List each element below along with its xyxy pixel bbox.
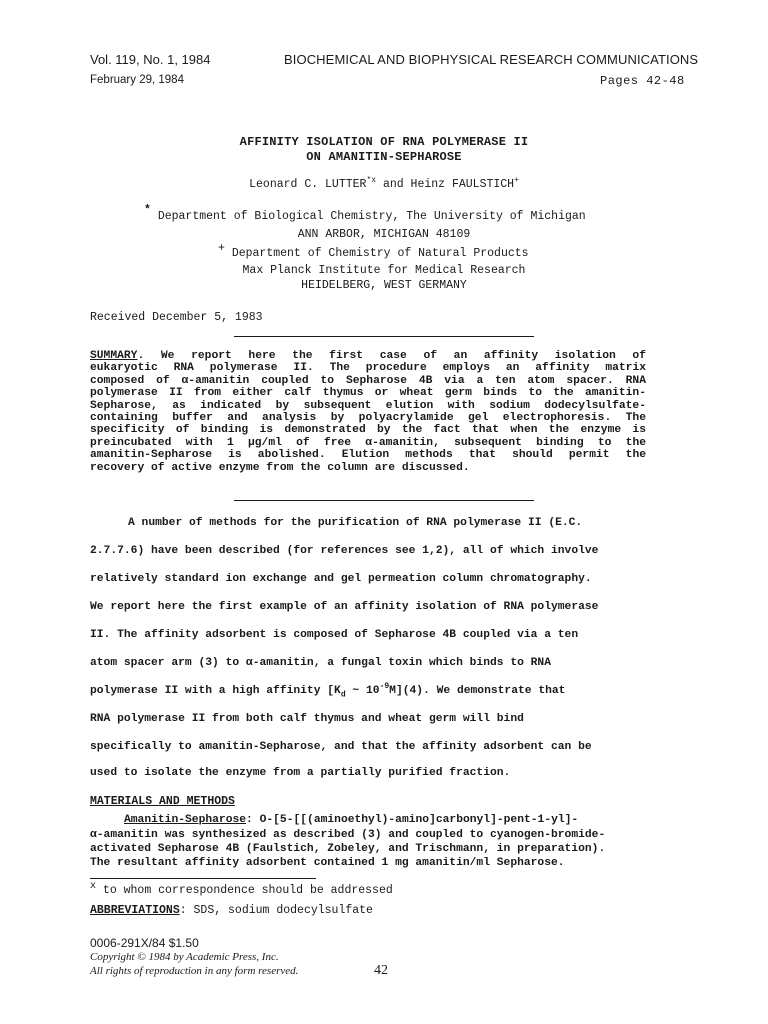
rights-line: All rights of reproduction in any form reserved. — [90, 965, 299, 977]
methods-subheading: Amanitin-Sepharose — [124, 814, 247, 826]
intro-line — [90, 682, 566, 700]
intro-line: II. The affinity adsorbent is composed of Sepharose 4B coupled via a ten — [90, 629, 579, 641]
methods-line — [124, 814, 578, 826]
subscript: d — [340, 690, 346, 700]
page-range: Pages 42-48 — [600, 74, 685, 88]
methods-heading: MATERIALS AND METHODS — [90, 795, 235, 808]
methods-line: α-amanitin was synthesized as described (3) and coupled to cyanogen-bromide- — [90, 829, 606, 841]
affiliation-2-line-2: Max Planck Institute for Medical Research — [242, 264, 526, 277]
methods-text: : O-[5-[[(aminoethyl)-amino]carbonyl]-pent-1-yl]- — [246, 814, 579, 826]
article-title-line-2: ON AMANITIN-SEPHAROSE — [306, 150, 462, 164]
summary-label: SUMMARY — [90, 350, 138, 362]
intro-line: relatively standard ion exchange and gel permeation column chromatography. — [90, 573, 592, 585]
summary-line: Sepharose, as indicated by subsequent elution with sodium dodecylsulfate- — [90, 399, 646, 412]
journal-name: BIOCHEMICAL AND BIOPHYSICAL RESEARCH COMMUNICATIONS — [284, 52, 699, 67]
affiliation-2-line-1 — [218, 242, 529, 260]
journal-code: 0006-291X/84 $1.50 — [90, 936, 199, 950]
abbreviations-label: ABBREVIATIONS — [90, 904, 180, 917]
issue-date: February 29, 1984 — [90, 74, 184, 86]
intro-text: polymerase II with a high affinity [K — [90, 685, 341, 697]
affiliation-1-line-1 — [144, 204, 586, 223]
summary-bottom-rule — [234, 500, 534, 501]
volume-info: Vol. 119, No. 1, 1984 — [90, 52, 211, 67]
affiliation-1-text: Department of Biological Chemistry, The University of Michigan — [157, 210, 586, 223]
intro-line: A number of methods for the purification of RNA polymerase II (E.C. — [128, 517, 583, 529]
intro-line: 2.7.7.6) have been described (for references see 1,2), all of which involve — [90, 545, 599, 557]
summary-block — [90, 350, 646, 474]
methods-line: activated Sepharose 4B (Faulstich, Zobeley, and Trischmann, in preparation). — [90, 843, 606, 855]
article-title-line-1: AFFINITY ISOLATION OF RNA POLYMERASE II — [239, 135, 529, 149]
intro-line: We report here the first example of an affinity isolation of RNA polymerase — [90, 601, 599, 613]
abbreviations-text: : SDS, sodium dodecylsulfate — [179, 904, 373, 917]
summary-line — [90, 350, 646, 362]
intro-text: M](4). We demonstrate that — [389, 685, 566, 697]
affiliation-2-mark: + — [218, 242, 225, 255]
summary-line: containing buffer and analysis by polyacrylamide gel electrophoresis. The — [90, 411, 646, 424]
superscript: -9 — [379, 682, 390, 692]
summary-line: amanitin-Sepharose is abolished. Elution methods that should permit the — [90, 449, 646, 462]
received-date: Received December 5, 1983 — [90, 311, 263, 324]
footnote-mark: x — [90, 881, 97, 892]
affiliation-1-mark: * — [144, 204, 151, 217]
author-1-marks: *x — [366, 176, 377, 186]
copyright-line: Copyright © 1984 by Academic Press, Inc. — [90, 951, 279, 963]
author-2-mark: + — [514, 176, 519, 186]
intro-line: specifically to amanitin-Sepharose, and that the affinity adsorbent can be — [90, 741, 592, 753]
affiliation-2-line-3: HEIDELBERG, WEST GERMANY — [301, 279, 467, 292]
intro-line: RNA polymerase II from both calf thymus and wheat germ will bind — [90, 713, 524, 725]
abbreviations-footnote — [90, 904, 373, 917]
summary-line: polymerase II from either calf thymus or wheat germ binds to the amanitin- — [90, 387, 646, 400]
intro-text: ~ 10 — [345, 685, 380, 697]
summary-first-line: . We report here the first case of an affinity isolation of — [137, 350, 646, 362]
author-1: Leonard C. LUTTER — [249, 178, 367, 191]
correspondence-footnote — [90, 881, 393, 897]
summary-top-rule — [234, 336, 534, 337]
footnote-text: to whom correspondence should be addressed — [96, 884, 393, 897]
intro-line: atom spacer arm (3) to α-amanitin, a fungal toxin which binds to RNA — [90, 657, 551, 669]
intro-line: used to isolate the enzyme from a partially purified fraction. — [90, 767, 511, 779]
affiliation-2-text: Department of Chemistry of Natural Products — [231, 247, 529, 260]
summary-line: composed of α-amanitin coupled to Sepharose 4B via a ten atom spacer. RNA — [90, 374, 646, 387]
authors — [0, 178, 768, 191]
summary-line: preincubated with 1 μg/ml of free α-amanitin, subsequent binding to the — [90, 436, 646, 449]
summary-line: eukaryotic RNA polymerase II. The procedure employs an affinity matrix — [90, 362, 646, 375]
footnote-rule — [90, 878, 316, 879]
authors-and: and Heinz FAULSTICH — [376, 178, 515, 191]
affiliation-1-line-2: ANN ARBOR, MICHIGAN 48109 — [297, 228, 471, 241]
summary-line: recovery of active enzyme from the column are discussed. — [90, 461, 470, 474]
page-number: 42 — [374, 963, 388, 978]
summary-line: specificity of binding is demonstrated by the fact that when the enzyme is — [90, 424, 646, 437]
methods-line: The resultant affinity adsorbent contained 1 mg amanitin/ml Sepharose. — [90, 857, 565, 869]
